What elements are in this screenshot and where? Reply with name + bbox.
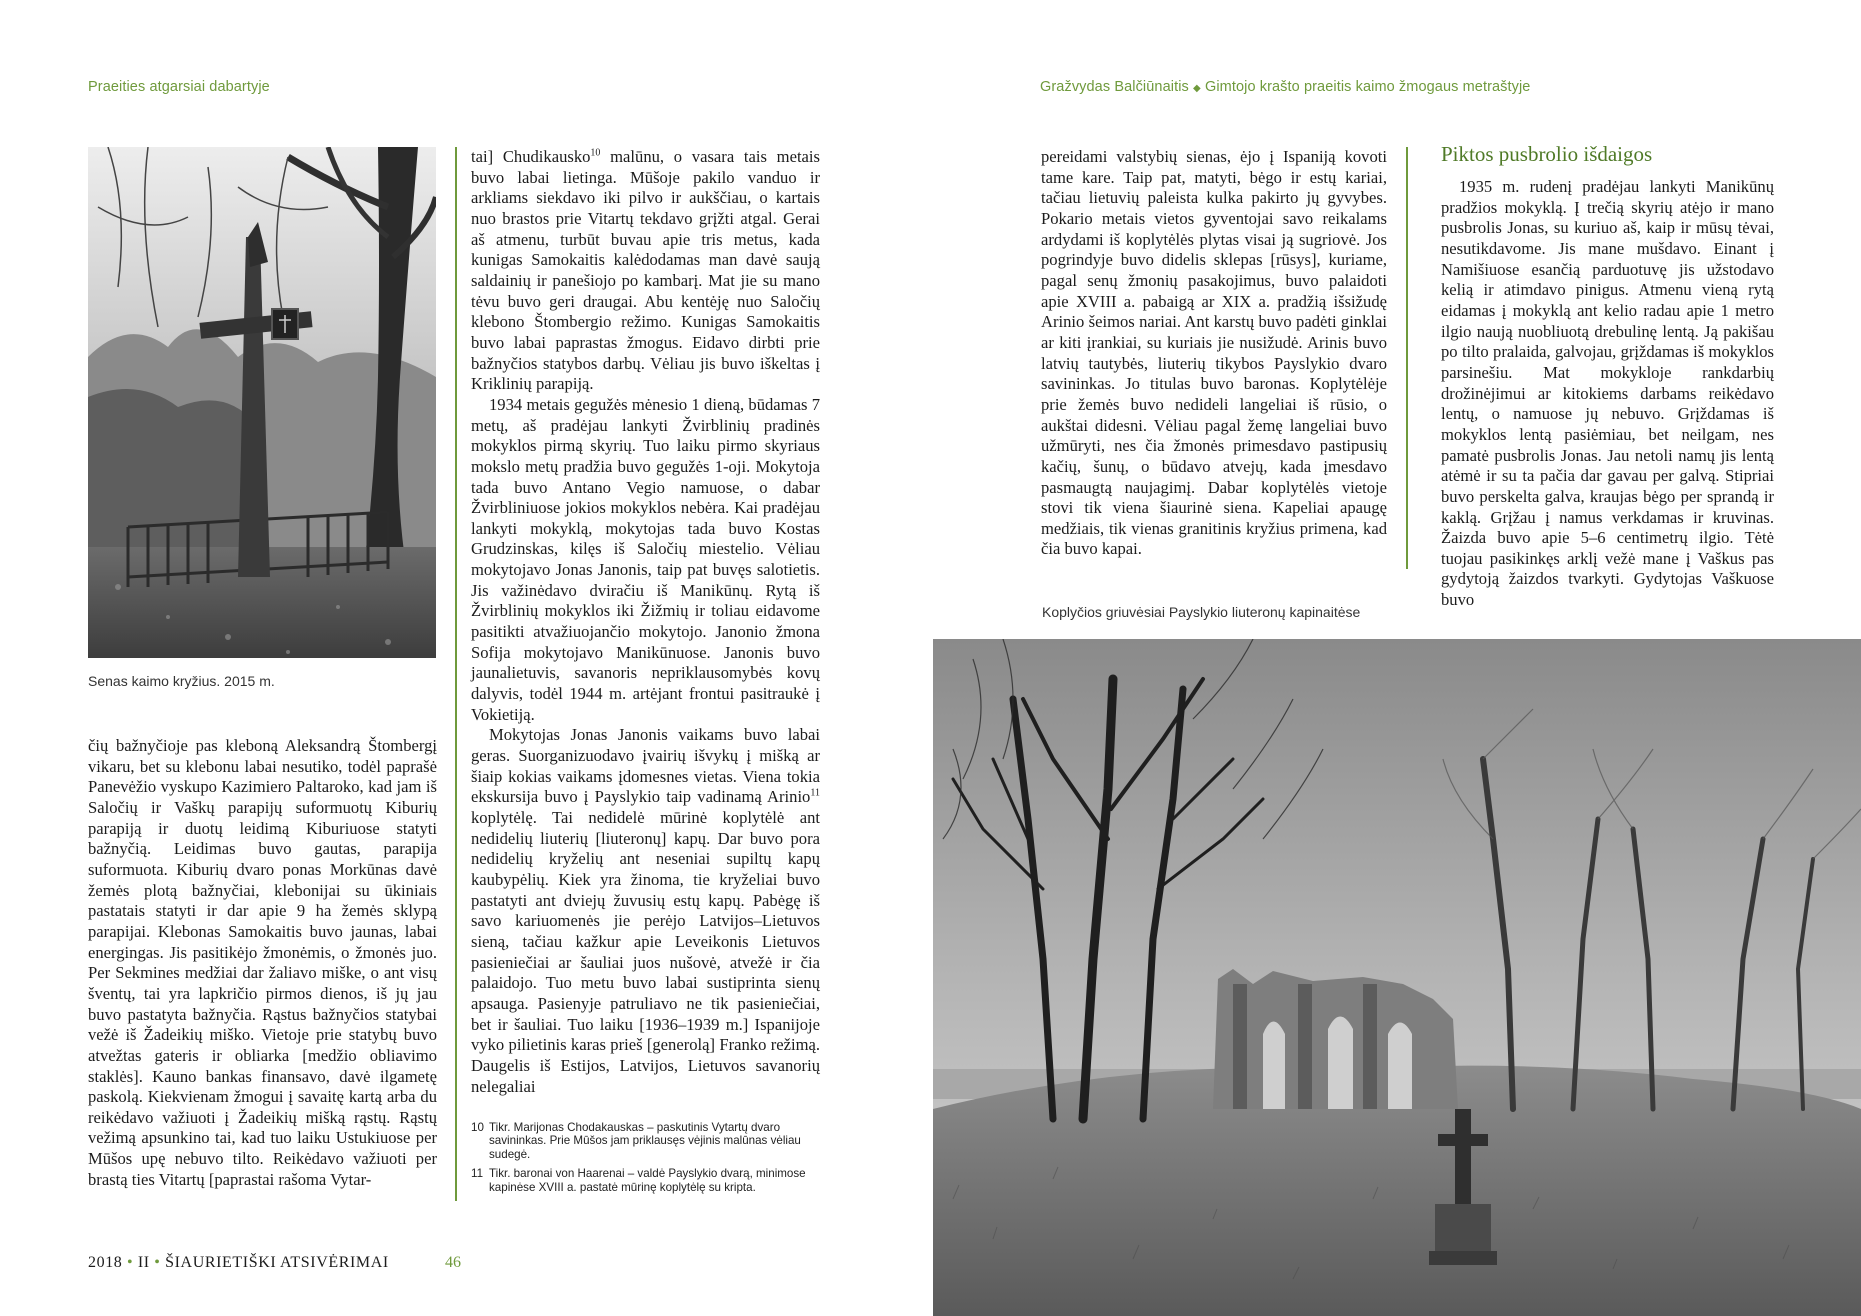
footnote-number: 11 (471, 1167, 484, 1181)
cross-photo (88, 147, 436, 658)
column-rule-right (1406, 147, 1408, 569)
footnotes (471, 1121, 820, 1200)
text-run: tai] Chudikausko (471, 147, 591, 166)
running-head-author: Gražvydas Balčiūnaitis (1040, 79, 1189, 95)
running-head-right (1040, 79, 1530, 95)
footnote-text: Tikr. baronai von Haarenai – valdė Payslykio dvarą, minimose kapinėse XVIII a. pastatė mūrinę koplytėlę su kripta. (489, 1167, 806, 1194)
text-run: Mokytojas Jonas Janonis vaikams buvo labai geras. Suorganizuodavo įvairių išvykų į mišką ar šiaip kokias vaikams įdomesnes vietas. Viena tokia ekskursija buvo į Payslykio taip vadinamą Arinio (471, 725, 820, 807)
footnote-ref-10: 10 (590, 147, 601, 159)
ruin-photo (933, 639, 1861, 1316)
page-number: 46 (445, 1254, 461, 1271)
paragraph (471, 725, 820, 1097)
column-rule-left (455, 147, 457, 1201)
paragraph: 1934 metais gegužės mėnesio 1 dieną, būdamas 7 metų, aš pradėjau lankyti Žvirblinių pradinės mokyklos pirmą skyrių. Tuo laiku pirmo skyriaus mokslo metų pradžia buvo gegužės 1-oji. Mokytoja tada buvo Antano Vegio namuose, o dabar Žvirbliniuose jokios mokyklos nebėra. Kai pradėjau lankyti mokyklą, mokytojas tada buvo Kostas Grudzinskas, kilęs iš Saločių miestelio. Vėliau mokytojavo Jonas Janonis, taip pat buvęs salotietis. Jis važinėdavo dviračiu iš Manikūnų. Rytą iš Žvirblinių mokyklos iki Žižmių ir toliau eidavome pasitikti atvažiuojančio mokytojo. Janonio žmona Sofija mokytojavo Manikūnuose. Janonis buvo jaunalietuvis, savanoris nepriklausomybės kovų dalyvis, todėl 1944 m. artėjant frontui pasitraukė į Vokietiją. (471, 394, 820, 724)
running-head-title: Gimtojo krašto praeitis kaimo žmogaus metraštyje (1204, 79, 1531, 95)
section-body (1441, 177, 1774, 611)
footnote-text: Tikr. Marijonas Chodakauskas – paskutinis Vytartų dvaro savininkas. Prie Mūšos jam priklausęs vėjinis malūnas vėliau sudegė. (489, 1121, 801, 1161)
footnote (471, 1167, 820, 1194)
footer-journal-title: ŠIAURIETIŠKI ATSIVĖRIMAI (165, 1254, 389, 1271)
diamond-icon: ◆ (1193, 83, 1201, 94)
paragraph: 1935 m. rudenį pradėjau lankyti Manikūnų pradžios mokyklą. Į trečią skyrių atėjo ir mano pusbrolis Jonas, su kuriuo aš, kaip ir mūsų tėvai, nesutikdavome. Jis mane mušdavo. Einant į Namišiuose esančią parduotuvę jis užstodavo kelią ir atimdavo pinigus. Atmenu vieną rytą eidamas į mokyklą ant kelio radau apie 1 metro ilgio naują nuobliuotą drebulinę lentą. Ją pakišau po tilto pralaida, galvojau, grįždamas iš mokyklos parsinešiu. Mat mokykloje rankdarbių drožinėjimui ar kitokiems darbams reikėdavo lentų, o namuose jų nebuvo. Grįždamas iš mokyklos lentą pasiėmiau, bet neilgam, nes pamatė pusbrolis Jonas. Jau netoli namų jis lentą atėmė ir su ta pačia dar gavau per galvą. Stipriai buvo perskelta galva, kraujas bėgo per sprandą ir kaklą. Grįžau į namus verkdamas ir kruvinas. Žaizda buvo apie 5–6 centimetrų ilgio. Tėtė tuojau pasikinkęs arklį vežė mane į Vaškus pas gydytoją žaizdos tvarkyti. Gydytojas Vaškuose buvo (1441, 177, 1774, 610)
footer-year: 2018 (88, 1254, 123, 1271)
footer (88, 1254, 389, 1272)
bullet-icon: • (154, 1254, 161, 1271)
text-run: malūnu, o vasara tais metais buvo labai lietinga. Mūšoje pakilo vanduo ir arkliams siekdavo iki pilvo ir aukščiau, o kartais nuo brastos prie Vitartų tekdavo grįžti atgal. Gerai aš atmenu, turbūt buvau apie tris metus, kada kunigas Samokaitis kalėdodamas man davė saują saldainių ir panešiojo po kambarį. Mat jie su mano tėvu buvo geri draugai. Abu kentėję nuo Saločių klebono Štombergio režimo. Kunigas Samokaitis buvo labai paprastas žmogus. Eidavo dirbti prie bažnyčios statybos darbų. Vėliau jis buvo iškeltas į Kriklinių parapiją. (471, 147, 820, 394)
footnote (471, 1121, 820, 1161)
paragraph: čių bažnyčioje pas kleboną Aleksandrą Štombergį vikaru, bet su klebonu labai nesutiko, todėl paprašė Panevėžio vyskupo Kazimiero Paltaroko, kad jam iš Saločių ir Vaškų parapijų suformuotų Kiburių parapiją ir duotų leidimą Kiburiuose statyti bažnyčią. Leidimas buvo gautas, parapija suformuota. Kiburių dvaro ponas Morkūnas davė žemės plotą bažnyčiai, klebonijai su ūkiniais pastatais statyti ir dar apie 9 ha žemės sklypą parapijai. Klebonas Samokaitis buvo jaunas, labai energingas. Jis pasitikėjo žmonėmis, o žmonės juo. Per Sekmines medžiai dar žaliavo miške, o ant visų šventų, tai yra lapkričio pirmos dienos, iš jų jau buvo pastatyta bažnyčia. Rąstus bažnyčios statybai vežė iš Žadeikių miško. Vietoje prie statybų buvo atvežtas gateris ir obliarka [medžio obliavimo staklės]. Kauno bankas finansavo, davė ilgametę paskolą. Kiekvienam žmogui į savaitę kartą arba du reikėdavo važiuoti į Žadeikių mišką rąstų. Rąstų vežimą apsunkino tai, kad tuo laiku Ustukiuose per Mūšos upę nebuvo tilto. Reikėdavo važiuoti per brastą ties Vitartų [paprastai rašoma Vytar- (88, 736, 437, 1189)
section-subheading: Piktos pusbrolio išdaigos (1441, 142, 1653, 166)
text-run: koplytėlę. Tai nedidelė mūrinė koplytėlė ant nedidelių liuterių [liuteronų] kapų. Dar buvo pora nedidelių kryželių ant neseniai supiltų kapų kaubурėlių. Kiek yra žinoma, tie kryželiai buvo pastatyti ant dviejų žuvusių estų kapų. Pabėgę iš savo kariuomenės jie perėjo Latvijos–Lietuvos sieną, tačiau kažkur apie Leveikonis Lietuvos pasieniečiai ar šauliai juos nušovė, atvežė ir čia palaidojo. Tuo metu buvo labai sustiprinta sienų apsauga. Pasienyje patruliavo ne tik pasieniečiai, bet ir šauliai. Tuo laiku [1936–1939 m.] Ispanijoje vyko pilietinis karas prieš [generolą] Franko režimą. Daugelis iš Estijos, Latvijos, Lietuvos savanorių nelegaliai (471, 808, 820, 1096)
cross-photo-caption: Senas kaimo kryžius. 2015 m. (88, 673, 275, 689)
footer-issue: II (137, 1254, 150, 1271)
bullet-icon: • (127, 1254, 134, 1271)
paragraph: pereidami valstybių sienas, ėjo į Ispaniją kovoti tame kare. Taip pat, matyti, bėgo ir estų kariai, tačiau lietuvių paleista kulka pakirto jų gyvybes. Pokario metais vietos gyventojai savo reikalams ardydami iš koplytėlės plytas visai ją sugriovė. Jos pogrindyje buvo didelis sklepas [rūsys], kuriame, pagal senų žmonių pasakojimus, buvo palaidoti apie XVIII a. pabaigą ar XIX a. pradžią išsižudę Arinio šeimos nariai. Ant karstų buvo padėti ginklai ar kiti įrankiai, su kuriais jie nusižudė. Arinis buvo latvių tautybės, liuterių tikybos Payslykio dvaro savininkas. Jo titulas buvo baronas. Koplytėlėje prie žemės buvo nedideli langeliai iš rūsio, o aukštai didesni. Vėliau pagal žemę langeliai buvo užmūryti, nes čia žmonės primesdavo pastipusių kačių, šunų, o būdavo atvejų, kada įmesdavo pasmaugtą naujagimį. Dabar koplytėlės vietoje stovi tik viena šiaurinė siena. Kapeliai apaugę medžiais, tik vienas granitinis kryžius primena, kad čia buvo kapai. (1041, 147, 1387, 559)
right-column-1 (1041, 147, 1387, 560)
footnote-number: 10 (471, 1121, 484, 1134)
right-column-2 (1441, 142, 1774, 611)
footnote-ref-11: 11 (810, 787, 820, 799)
running-head-left: Praeities atgarsiai dabartyje (88, 79, 270, 95)
left-column-1 (88, 736, 437, 1190)
paragraph (471, 147, 820, 395)
ruin-photo-caption: Koplyčios griuvėsiai Payslykio liuteronų kapinaitėse (1042, 604, 1361, 620)
left-column-2 (471, 147, 820, 1097)
